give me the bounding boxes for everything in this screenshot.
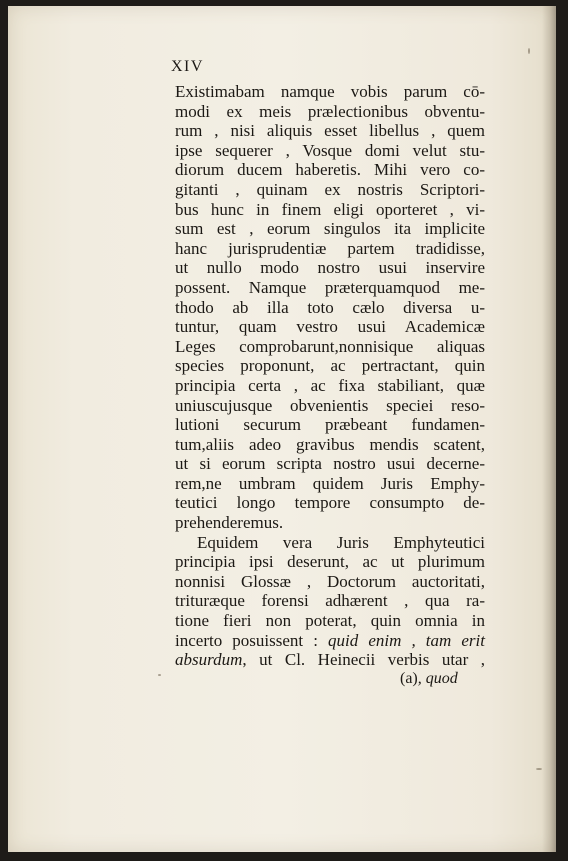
line-roman: , ut Cl. Heinecii verbis utar , [242, 650, 485, 670]
line-roman: incerto posuissent : [175, 630, 329, 650]
italic-quote: absurdum [175, 650, 243, 670]
text-line: ut nullo modo nostro usui inservire [175, 258, 485, 278]
text-line: species proponunt, ac pertractant, quin [175, 356, 485, 376]
text-line: teutici longo tempore consumpto de- [175, 493, 485, 513]
text-line: uniuscujusque obvenientis speciei reso- [175, 395, 485, 415]
text-line: possent. Namque præterquamquod me- [175, 277, 485, 297]
text-line: lutioni securum præbeant fundamen- [175, 415, 485, 435]
text-line: sum est , eorum singulos ita implicite [175, 219, 485, 239]
text-line: tuntur, quam vestro usui Academicæ [175, 317, 485, 337]
text-line: rem,ne umbram quidem Juris Emphy- [175, 473, 485, 493]
footnote-marker: (a) [400, 670, 418, 687]
paper-speck [536, 768, 542, 770]
text-line: ipse sequerer , Vosque domi velut stu- [175, 140, 485, 160]
catchword-text: , quod [417, 670, 458, 687]
text-line: trituræque forensi adhærent , qua ra- [175, 591, 485, 611]
text-line [175, 631, 485, 651]
page-number: XIV [171, 58, 204, 75]
text-line: rum , nisi aliquis esset libellus , quem [175, 121, 485, 141]
text-line: tum,aliis adeo gravibus mendis scatent, [175, 434, 485, 454]
catchword [400, 670, 458, 688]
text-line: Existimabam namque vobis parum cō- [175, 82, 485, 101]
text-line: ut si eorum scripta nostro usui decerne- [175, 454, 485, 474]
body-text [175, 82, 485, 670]
text-line: thodo ab illa toto cælo diversa u- [175, 297, 485, 317]
text-line [175, 650, 485, 670]
text-line: hanc jurisprudentiæ partem tradidisse, [175, 238, 485, 258]
text-line: modi ex meis prælectionibus obventu- [175, 101, 485, 121]
text-line: diorum ducem haberetis. Mihi vero co- [175, 160, 485, 180]
text-line: gitanti , quinam ex nostris Scriptori- [175, 179, 485, 199]
paper-speck [528, 48, 530, 54]
text-line: Leges comprobarunt,nonnisique aliquas [175, 336, 485, 356]
text-line: tione fieri non poterat, quin omnia in [175, 611, 485, 631]
text-line: principia ipsi deserunt, ac ut plurimum [175, 552, 485, 572]
paragraph-start-line: Equidem vera Juris Emphyteutici [197, 532, 485, 552]
text-line: nonnisi Glossæ , Doctorum auctoritati, [175, 571, 485, 591]
text-line: principia certa , ac fixa stabiliant, quæ [175, 375, 485, 395]
paper-speck [158, 674, 161, 676]
italic-quote: quid enim , tam erit [328, 630, 485, 650]
page-edge-shadow [542, 6, 556, 852]
text-line: prehenderemus. [175, 513, 284, 533]
text-line: bus hunc in finem eligi oporteret , vi- [175, 199, 485, 219]
